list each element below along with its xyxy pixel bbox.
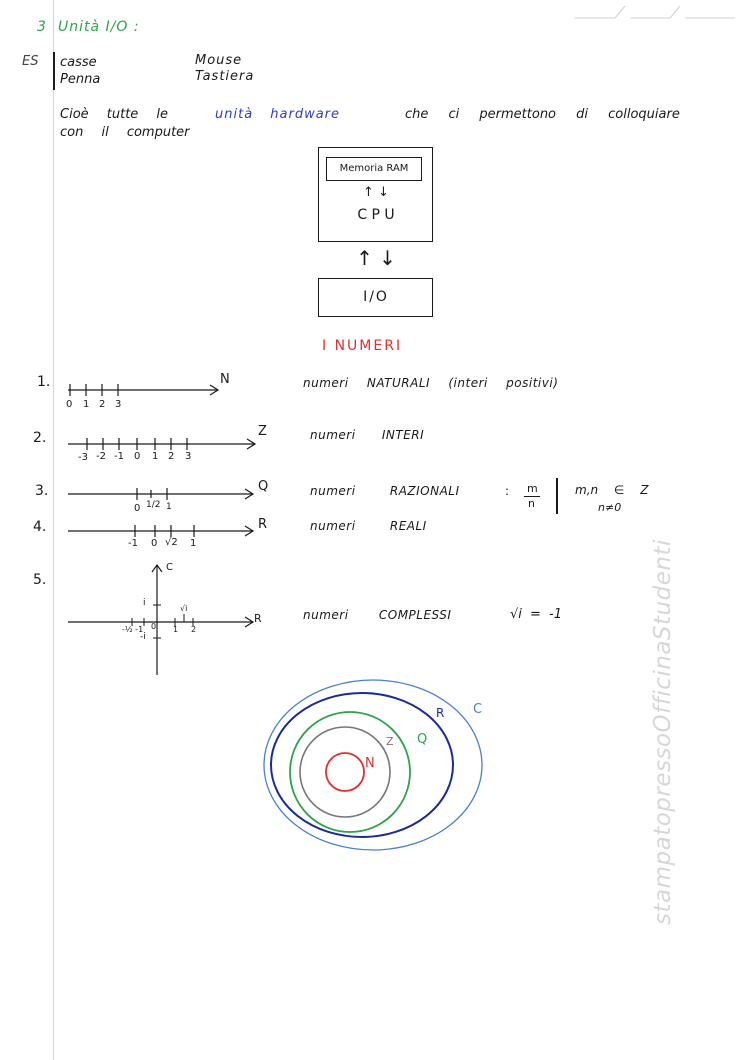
- tick-label: 0: [151, 538, 158, 549]
- definition-part2: che ci permettono di colloquiare: [405, 107, 680, 122]
- item-index: 2.: [33, 430, 47, 446]
- example-item: Penna: [60, 72, 101, 87]
- definition-highlight: unità hardware: [215, 107, 341, 122]
- set-symbol-N: N: [220, 372, 230, 387]
- numbers-section-title: I NUMERI: [322, 338, 403, 354]
- tick-label: 0: [66, 399, 73, 410]
- axis-label-R: R: [254, 612, 262, 625]
- set-symbol-Q: Q: [258, 479, 269, 494]
- cpu-label: C P U: [357, 207, 395, 223]
- set-label-Q: Q: [417, 732, 428, 747]
- notebook-margin-line: [53, 0, 54, 1060]
- tick-label: 1/2: [146, 500, 161, 510]
- example-item: casse: [60, 55, 97, 70]
- set-label-C: C: [473, 702, 483, 717]
- tick-label: 0: [134, 503, 141, 514]
- item-index: 5.: [33, 572, 47, 588]
- condition: m,n ∈ Z: [575, 483, 649, 497]
- inner-arrows: ↑ ↓: [363, 185, 389, 200]
- item-index: 1.: [37, 374, 51, 390]
- tick-label: 1: [190, 538, 197, 549]
- example-item: Tastiera: [195, 69, 255, 84]
- section-number: 3: [37, 19, 46, 35]
- item-name: numeri NATURALI (interi positivi): [303, 376, 559, 390]
- item-name: numeri INTERI: [310, 428, 425, 442]
- condition-line2: n≠0: [598, 501, 622, 514]
- tick-label: 2: [168, 451, 175, 462]
- item-name: numeri COMPLESSI: [303, 608, 452, 622]
- ram-label: Memoria RAM: [339, 163, 409, 174]
- item-name: numeri REALI: [310, 519, 427, 533]
- tick-label: -1: [128, 538, 138, 549]
- set-symbol-Z: Z: [258, 424, 267, 439]
- such-that-bar: [556, 478, 558, 514]
- item-index: 3.: [35, 483, 49, 499]
- watermark-text: stampatopressoOfficinaStudenti: [650, 539, 676, 925]
- plane-label-i: i: [143, 598, 146, 608]
- complex-plane: [60, 560, 270, 680]
- outer-arrows: ↑ ↓: [356, 246, 396, 270]
- set-inclusion-diagram: [0, 670, 750, 870]
- set-symbol-R: R: [258, 517, 268, 532]
- tick-label: -2: [96, 451, 106, 462]
- fraction-numerator: m: [527, 482, 538, 495]
- tick-label: 1: [152, 451, 159, 462]
- example-item: Mouse: [195, 53, 243, 68]
- plane-label-minus-i: -i: [140, 632, 146, 642]
- tick-label: 1: [83, 399, 90, 410]
- tick-label: -1: [114, 451, 124, 462]
- axis-label-C: C: [166, 562, 173, 573]
- tick-label: 3: [185, 451, 192, 462]
- plane-label-x-one: 1: [173, 625, 179, 634]
- item-name: numeri RAZIONALI: [310, 484, 460, 498]
- natural-number-line: [60, 372, 260, 412]
- tick-label: √2: [165, 537, 178, 548]
- io-label: I/O: [363, 289, 389, 305]
- colon: :: [505, 484, 510, 498]
- plane-label-x-neg: -½ -1: [122, 625, 144, 634]
- set-label-N: N: [365, 756, 375, 771]
- examples-label: ES: [22, 54, 39, 69]
- tick-label: 0: [134, 451, 141, 462]
- set-label-Z: Z: [386, 735, 394, 748]
- plane-label-x-two: 2: [191, 625, 197, 634]
- tick-label: 1: [166, 502, 172, 512]
- examples-bar: [53, 52, 55, 90]
- tick-label: 2: [99, 399, 106, 410]
- complex-formula: √i = -1: [510, 607, 563, 622]
- section-title: Unità I/O :: [58, 19, 140, 35]
- item-index: 4.: [33, 519, 47, 535]
- plane-label-sqrt-i: √i: [180, 604, 188, 613]
- fraction-denominator: n: [528, 497, 535, 510]
- plane-label-x-zero: 0: [151, 622, 157, 631]
- definition-part1: Cioè tutte le: [60, 107, 169, 122]
- tick-label: -3: [78, 452, 88, 463]
- tick-label: 3: [115, 399, 122, 410]
- definition-line2: con il computer: [60, 125, 190, 140]
- set-label-R: R: [436, 706, 445, 720]
